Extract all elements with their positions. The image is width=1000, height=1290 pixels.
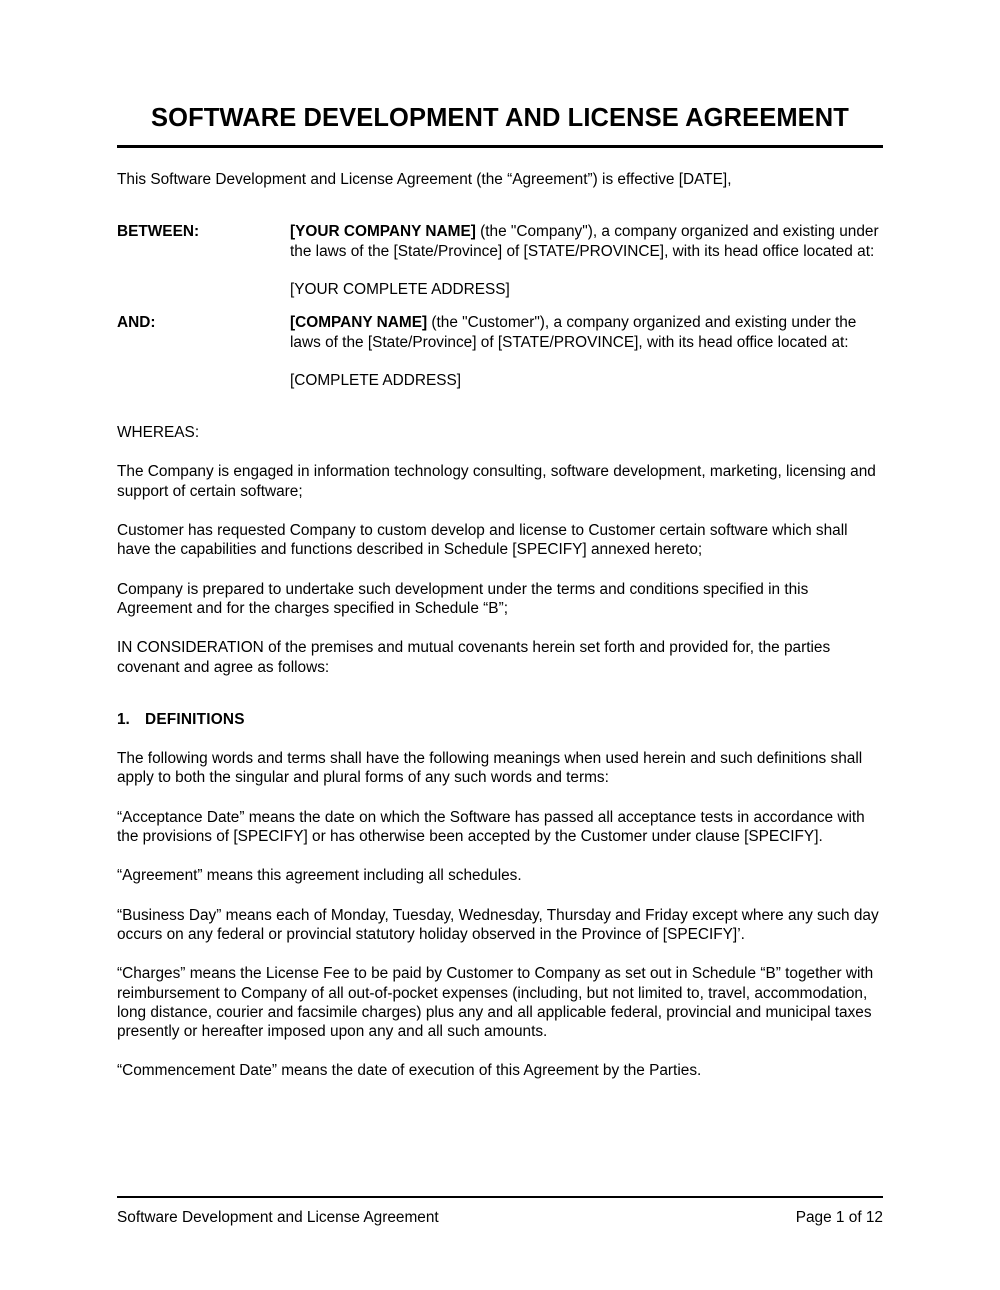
recital-paragraph: Company is prepared to undertake such development under the terms and conditions specified in this Agreement and for the charges specified in Schedule “B”; [117, 580, 809, 617]
party-row-and [117, 313, 883, 390]
definition-agreement: “Agreement” means this agreement including all schedules. [117, 867, 522, 885]
party-address-customer: [COMPLETE ADDRESS] [290, 371, 462, 389]
section-lead-paragraph: The following words and terms shall have the following meanings when used herein and such definitions shall apply to both the singular and plural forms of any such words and terms: [117, 750, 863, 787]
whereas-label: WHEREAS: [117, 424, 200, 442]
definition-acceptance-date: “Acceptance Date” means the date on which the Software has passed all acceptance tests in accordance with the provisions of [SPECIFY] or has otherwise been accepted by the Customer under clause [SPECIFY]. [117, 808, 865, 846]
recital-paragraph: IN CONSIDERATION of the premises and mutual covenants herein set forth and provided for, the parties covenant and agree as follows: [117, 639, 831, 676]
section-title: DEFINITIONS [145, 710, 245, 728]
footer-divider [117, 1196, 883, 1198]
party-label-between: BETWEEN: [117, 223, 200, 241]
party-address-company: [YOUR COMPLETE ADDRESS] [290, 280, 510, 298]
page-footer [117, 1196, 883, 1227]
party-description-customer: (the "Customer"), a company organized and existing under the laws of the [State/Province] of [STATE/PROVINCE], with its head office located at: [290, 314, 857, 351]
footer-page-number: Page 1 of 12 [795, 1209, 883, 1226]
section-heading-definitions [117, 710, 883, 729]
party-description-company: (the "Company"), a company organized and existing under the laws of the [State/Province] of [STATE/PROVINCE], with its head office located at: [290, 223, 879, 260]
effective-date-paragraph: This Software Development and License Agreement (the “Agreement”) is effective [DATE], [117, 171, 732, 189]
footer-content [117, 1208, 883, 1227]
party-body-between [290, 222, 883, 299]
party-name-customer: [COMPANY NAME] [290, 314, 428, 332]
definition-business-day: “Business Day” means each of Monday, Tuesday, Wednesday, Thursday and Friday except where any such day occurs on any federal or provincial statutory holiday observed in the Province of [SPECIFY]’. [117, 906, 879, 943]
party-name-company: [YOUR COMPANY NAME] [290, 223, 476, 241]
section-number: 1. [117, 710, 130, 728]
recital-paragraph: The Company is engaged in information technology consulting, software development, marketing, licensing and support of certain software; [117, 463, 876, 500]
document-body [117, 0, 883, 1081]
party-row-between [117, 222, 883, 299]
party-body-and [290, 313, 883, 390]
definition-charges: “Charges” means the License Fee to be paid by Customer to Company as set out in Schedule “B” together with reimbursement to Company of all out-of-pocket expenses (including, but not limited to, travel, accommodation, long distance, courier and facsimile charges) plus any and all applicable federal, provincial and municipal taxes presently or hereafter imposed upon any and all such amounts. [117, 965, 874, 1041]
recital-paragraph: Customer has requested Company to custom develop and license to Customer certain software which shall have the capabilities and functions described in Schedule [SPECIFY] annexed hereto; [117, 522, 848, 559]
party-label-and: AND: [117, 314, 156, 332]
page-title: SOFTWARE DEVELOPMENT AND LICENSE AGREEMENT [151, 104, 849, 132]
footer-document-name: Software Development and License Agreement [117, 1209, 439, 1226]
definition-commencement-date: “Commencement Date” means the date of execution of this Agreement by the Parties. [117, 1062, 702, 1080]
